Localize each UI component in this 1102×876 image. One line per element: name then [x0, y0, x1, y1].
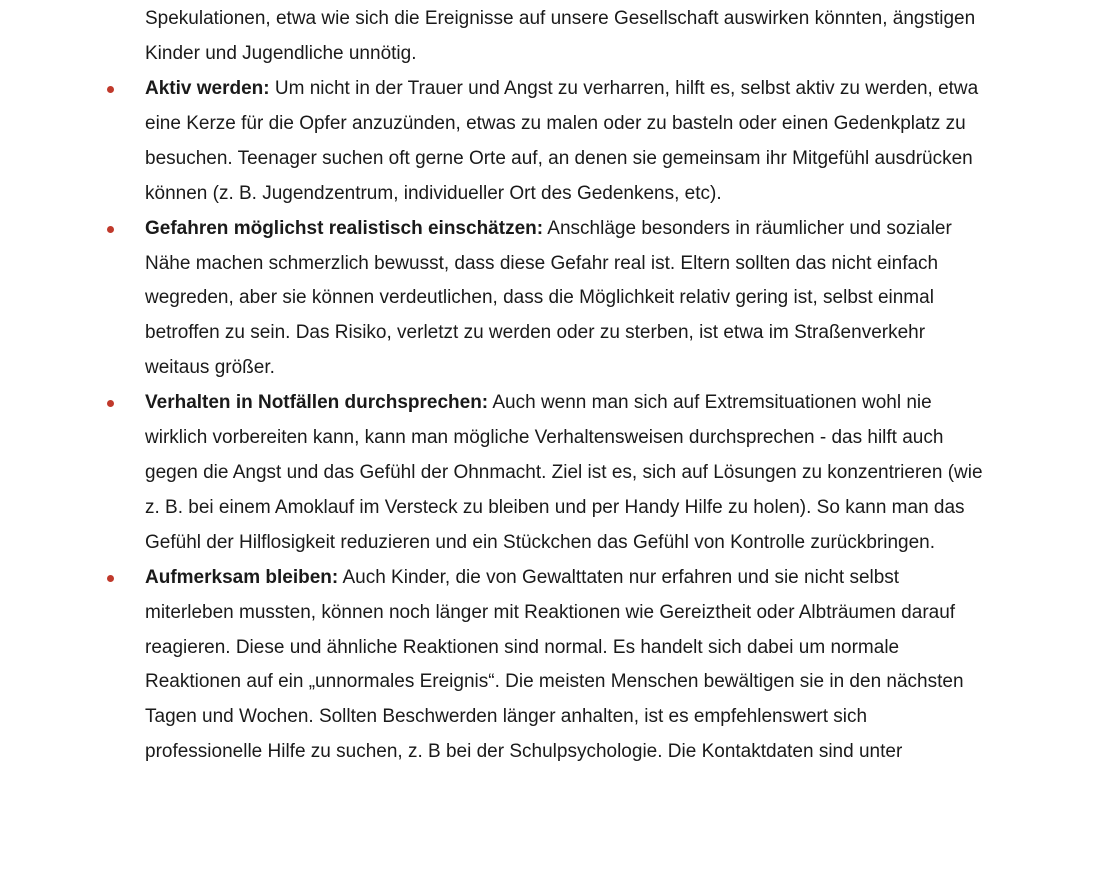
bullet-text: Um nicht in der Trauer und Angst zu verharren, hilft es, selbst aktiv zu werden, etwa eine Kerze für die Opfer anzuzünden, etwas zu malen oder zu basteln oder einen Gedenkplatz zu besuchen. Teenager suchen oft gerne Orte auf, an denen sie gemeinsam ihr Mitgefühl ausdrücken können (z. B. Jugendzentrum, individueller Ort des Gedenkens, etc). [145, 78, 979, 204]
list-item-aufmerksam-bleiben [0, 561, 985, 770]
bullet-term: Verhalten in Notfällen durchsprechen: [145, 392, 489, 414]
bullet-icon [107, 226, 114, 233]
bullet-icon [107, 400, 114, 407]
bullet-term: Aktiv werden: [145, 78, 270, 99]
bullet-term: Aufmerksam bleiben: [145, 566, 339, 588]
list-item-verhalten-notfaelle [0, 386, 985, 561]
list-item-gefahren-einschaetzen [0, 212, 985, 387]
bullet-icon [107, 575, 114, 582]
bullet-term: Gefahren möglichst realistisch einschätzen: [145, 217, 544, 239]
bullet-text: Anschläge besonders in räumlicher und sozialer Nähe machen schmerzlich bewusst, dass diese Gefahr real ist. Eltern sollten das nicht einfach wegreden, aber sie können verdeutlichen, dass die Möglichkeit relativ gering ist, selbst einmal betroffen zu sein. Das Risiko, verletzt zu werden oder zu sterben, ist etwa im Straßenverkehr weitaus größer. [145, 217, 952, 379]
list-item-aktiv-werden [0, 72, 985, 212]
bullet-icon [107, 86, 114, 93]
bullet-list [0, 72, 1102, 770]
intro-continuation-paragraph: Spekulationen, etwa wie sich die Ereignisse auf unsere Gesellschaft auswirken könnten, ängstigen Kinder und Jugendliche unnötig. [145, 8, 976, 64]
bullet-text: Auch Kinder, die von Gewalttaten nur erfahren und sie nicht selbst miterleben mussten, können noch länger mit Reaktionen wie Gereiztheit oder Albträumen darauf reagieren. Diese und ähnliche Reaktionen sind normal. Es handelt sich dabei um normale Reaktionen auf ein „unnormales Ereignis“. Die meisten Menschen bewältigen sie in den nächsten Tagen und Wochen. Sollten Beschwerden länger anhalten, ist es empfehlenswert sich professionelle Hilfe zu suchen, z. B bei der Schulpsychologie. Die Kontaktdaten sind unter [145, 566, 964, 763]
bullet-text: Auch wenn man sich auf Extremsituationen wohl nie wirklich vorbereiten kann, kann man mögliche Verhaltensweisen durchsprechen - das hilft auch gegen die Angst und das Gefühl der Ohnmacht. Ziel ist es, sich auf Lösungen zu konzentrieren (wie z. B. bei einem Amoklauf im Versteck zu bleiben und per Handy Hilfe zu holen). So kann man das Gefühl der Hilflosigkeit reduzieren und ein Stückchen das Gefühl von Kontrolle zurückbringen. [145, 392, 983, 553]
